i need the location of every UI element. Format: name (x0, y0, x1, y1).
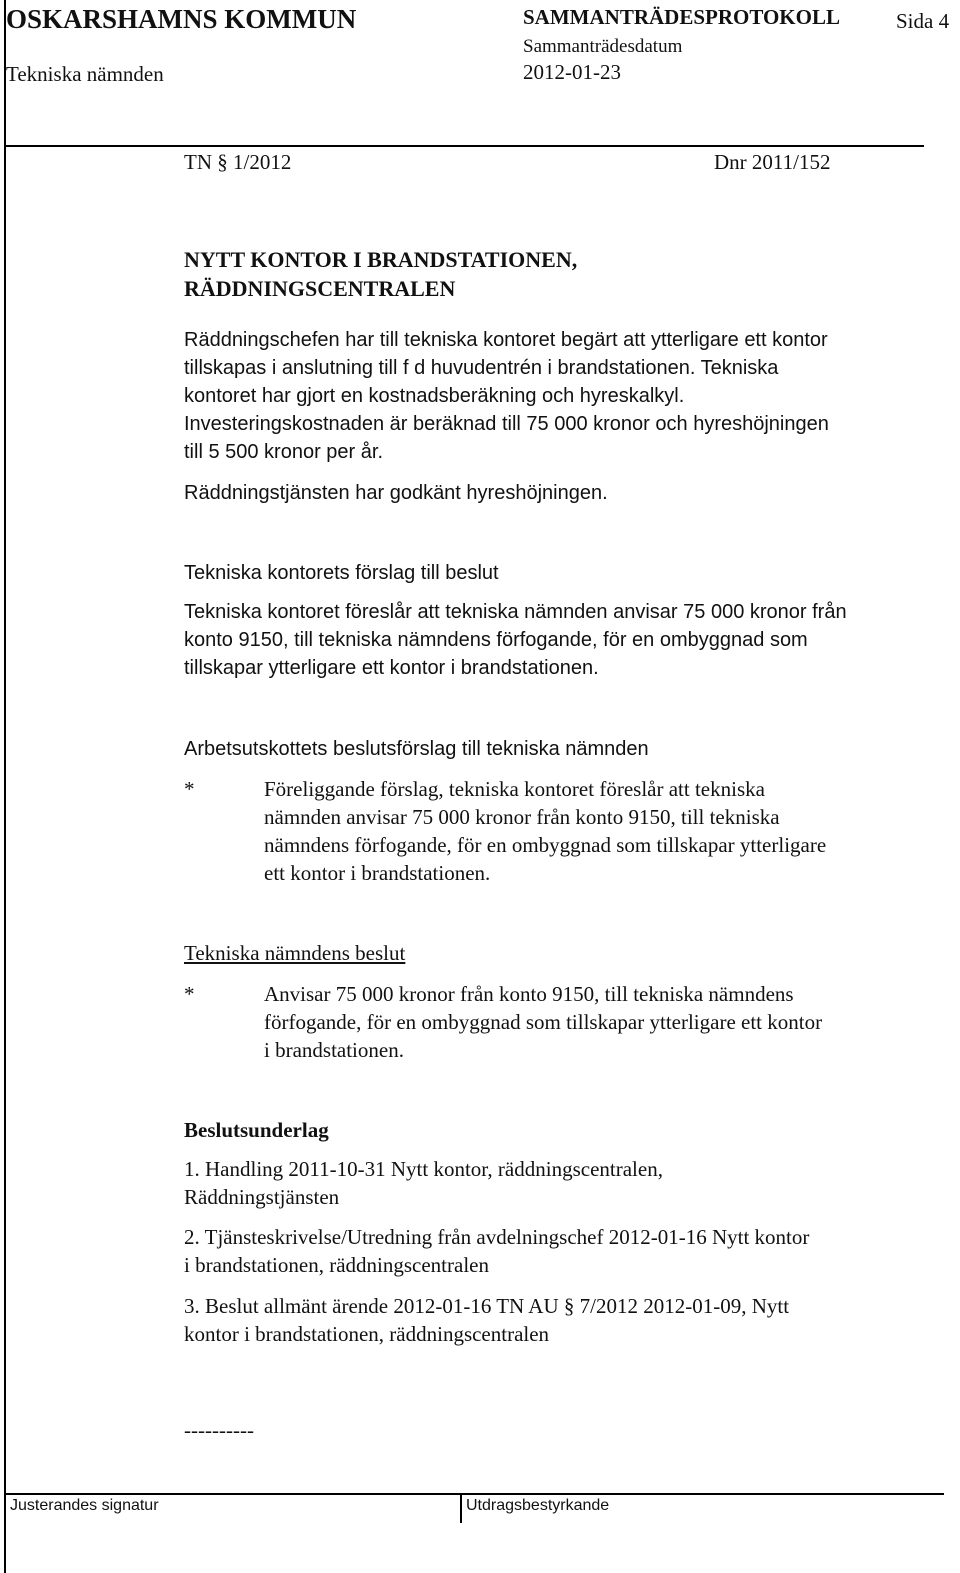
intro-line: kontoret har gjort en kostnadsberäkning och hyreskalkyl. (184, 385, 685, 407)
au-proposal-line: ett kontor i brandstationen. (264, 861, 491, 885)
au-proposal-line: Föreliggande förslag, tekniska kontoret föreslår att tekniska (264, 777, 765, 801)
signature-label: Justerandes signatur (10, 1497, 159, 1514)
doc-type: SAMMANTRÄDESPROTOKOLL (523, 5, 840, 29)
basis-item-line: Räddningstjänsten (184, 1185, 340, 1209)
page-frame-left (4, 0, 6, 1573)
proposal-line: konto 9150, till tekniska nämndens förfogande, för en ombyggnad som (184, 629, 808, 651)
date-label: Sammanträdesdatum (523, 36, 683, 57)
basis-item (184, 1292, 789, 1348)
basis-item-line: 1. Handling 2011-10-31 Nytt kontor, räddningscentralen, (184, 1157, 663, 1181)
intro-line: Räddningschefen har till tekniska kontoret begärt att ytterligare ett kontor (184, 329, 828, 351)
decision-line: i brandstationen. (264, 1038, 404, 1062)
case-paragraph-ref: TN § 1/2012 (184, 150, 292, 174)
au-proposal-heading: Arbetsutskottets beslutsförslag till tekniska nämnden (184, 738, 649, 760)
proposal-paragraph (184, 598, 847, 682)
case-title (184, 245, 577, 303)
basis-heading: Beslutsunderlag (184, 1118, 329, 1142)
decision-line: förfogande, för en ombyggnad som tillskapar ytterligare ett kontor (264, 1010, 823, 1034)
au-proposal-bullet: * (184, 777, 195, 801)
decision-heading: Tekniska nämndens beslut (184, 941, 406, 965)
meeting-date: 2012-01-23 (523, 60, 621, 84)
basis-item (184, 1155, 663, 1211)
footer-rule (4, 1493, 944, 1495)
org-name: OSKARSHAMNS KOMMUN (6, 4, 357, 34)
certification-label: Utdragsbestyrkande (466, 1497, 610, 1514)
case-title-line-1: NYTT KONTOR I BRANDSTATIONEN, (184, 247, 578, 272)
basis-item-line: 2. Tjänsteskrivelse/Utredning från avdelningschef 2012-01-16 Nytt kontor (184, 1225, 810, 1249)
au-proposal-line: nämndens förfogande, för en ombyggnad som tillskapar ytterligare (264, 833, 827, 857)
decision-line: Anvisar 75 000 kronor från konto 9150, till tekniska nämndens (264, 982, 794, 1006)
committee-name: Tekniska nämnden (6, 62, 164, 86)
proposal-line: Tekniska kontoret föreslår att tekniska nämnden anvisar 75 000 kronor från (184, 601, 847, 623)
basis-item-line: kontor i brandstationen, räddningscentralen (184, 1322, 550, 1346)
header-rule (4, 145, 924, 147)
intro-line: Investeringskostnaden är beräknad till 75 000 kronor och hyreshöjningen (184, 413, 829, 435)
page-number: Sida 4 (896, 9, 950, 33)
case-dnr: Dnr 2011/152 (714, 150, 831, 174)
au-proposal-line: nämnden anvisar 75 000 kronor från konto 9150, till tekniska (264, 805, 780, 829)
proposal-heading: Tekniska kontorets förslag till beslut (184, 562, 499, 584)
basis-item (184, 1223, 809, 1279)
case-title-line-2: RÄDDNINGSCENTRALEN (184, 276, 456, 301)
approval-text: Räddningstjänsten har godkänt hyreshöjningen. (184, 482, 608, 504)
decision-bullet: * (184, 982, 195, 1006)
decision-text (264, 980, 822, 1064)
basis-item-line: 3. Beslut allmänt ärende 2012-01-16 TN AU § 7/2012 2012-01-09, Nytt (184, 1294, 790, 1318)
intro-paragraph (184, 326, 829, 466)
intro-line: till 5 500 kronor per år. (184, 441, 383, 463)
footer-divider (460, 1493, 462, 1523)
basis-item-line: i brandstationen, räddningscentralen (184, 1253, 489, 1277)
end-marker: ---------- (184, 1418, 254, 1442)
intro-line: tillskapas i anslutning till f d huvudentrén i brandstationen. Tekniska (184, 357, 779, 379)
au-proposal-text (264, 775, 826, 887)
proposal-line: tillskapar ytterligare ett kontor i brandstationen. (184, 657, 599, 679)
